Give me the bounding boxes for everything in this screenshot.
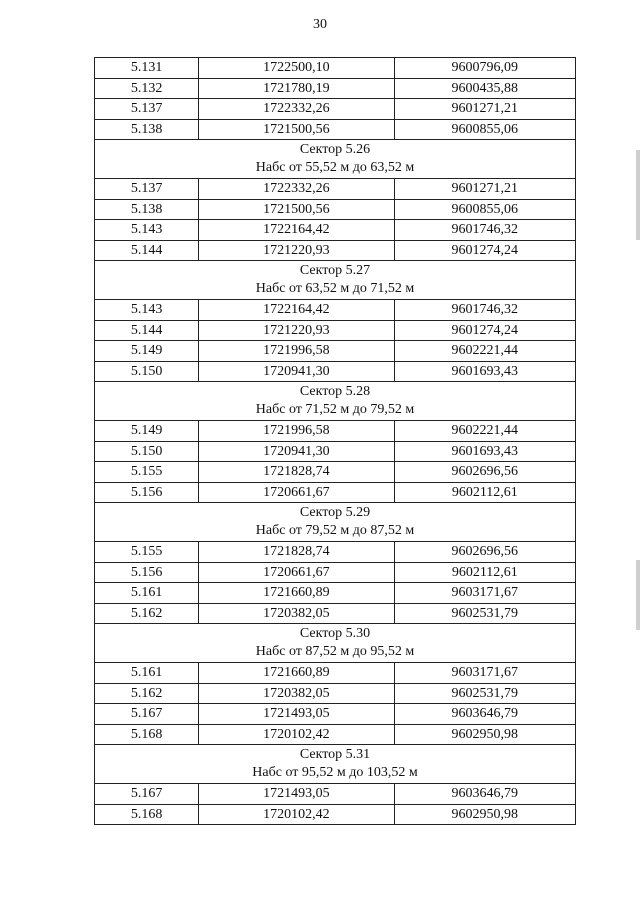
point-id-cell: 5.131 <box>95 58 199 79</box>
table-row <box>95 482 576 503</box>
table-row <box>95 704 576 725</box>
point-id-cell: 5.143 <box>95 220 199 241</box>
sector-title: Сектор 5.29 <box>299 505 371 520</box>
x-coordinate-cell: 1722164,42 <box>199 220 394 241</box>
scan-edge-mark <box>636 150 640 240</box>
x-coordinate-cell: 1720941,30 <box>199 441 394 462</box>
sector-header <box>95 140 576 179</box>
y-coordinate-cell: 9602950,98 <box>394 804 575 825</box>
sector-header-row <box>95 624 576 663</box>
y-coordinate-cell: 9601274,24 <box>394 240 575 261</box>
x-coordinate-cell: 1720941,30 <box>199 361 394 382</box>
point-id-cell: 5.161 <box>95 663 199 684</box>
point-id-cell: 5.149 <box>95 341 199 362</box>
sector-header-row <box>95 261 576 300</box>
x-coordinate-cell: 1721996,58 <box>199 421 394 442</box>
table-row <box>95 542 576 563</box>
y-coordinate-cell: 9601746,32 <box>394 300 575 321</box>
x-coordinate-cell: 1720382,05 <box>199 683 394 704</box>
table-row <box>95 240 576 261</box>
table-row <box>95 179 576 200</box>
y-coordinate-cell: 9603171,67 <box>394 583 575 604</box>
y-coordinate-cell: 9602531,79 <box>394 683 575 704</box>
y-coordinate-cell: 9602531,79 <box>394 603 575 624</box>
x-coordinate-cell: 1721996,58 <box>199 341 394 362</box>
point-id-cell: 5.149 <box>95 421 199 442</box>
point-id-cell: 5.150 <box>95 441 199 462</box>
y-coordinate-cell: 9603171,67 <box>394 663 575 684</box>
y-coordinate-cell: 9601271,21 <box>394 99 575 120</box>
y-coordinate-cell: 9602696,56 <box>394 462 575 483</box>
table-row <box>95 603 576 624</box>
sector-header <box>95 624 576 663</box>
table-row <box>95 320 576 341</box>
sector-elevation-range: Набс от 95,52 м до 103,52 м <box>252 765 418 780</box>
y-coordinate-cell: 9600796,09 <box>394 58 575 79</box>
x-coordinate-cell: 1721493,05 <box>199 784 394 805</box>
sector-header <box>95 745 576 784</box>
x-coordinate-cell: 1721500,56 <box>199 199 394 220</box>
sector-title: Сектор 5.28 <box>299 384 371 399</box>
table-row <box>95 804 576 825</box>
x-coordinate-cell: 1721220,93 <box>199 320 394 341</box>
point-id-cell: 5.143 <box>95 300 199 321</box>
point-id-cell: 5.162 <box>95 603 199 624</box>
coordinates-table-body <box>95 58 576 825</box>
table-row <box>95 300 576 321</box>
x-coordinate-cell: 1721660,89 <box>199 583 394 604</box>
y-coordinate-cell: 9602112,61 <box>394 562 575 583</box>
y-coordinate-cell: 9601693,43 <box>394 361 575 382</box>
x-coordinate-cell: 1720102,42 <box>199 804 394 825</box>
sector-header-row <box>95 745 576 784</box>
x-coordinate-cell: 1720382,05 <box>199 603 394 624</box>
y-coordinate-cell: 9601271,21 <box>394 179 575 200</box>
y-coordinate-cell: 9602696,56 <box>394 542 575 563</box>
x-coordinate-cell: 1721500,56 <box>199 119 394 140</box>
point-id-cell: 5.168 <box>95 804 199 825</box>
y-coordinate-cell: 9601274,24 <box>394 320 575 341</box>
y-coordinate-cell: 9603646,79 <box>394 704 575 725</box>
table-row <box>95 361 576 382</box>
x-coordinate-cell: 1722164,42 <box>199 300 394 321</box>
sector-elevation-range: Набс от 79,52 м до 87,52 м <box>255 523 415 538</box>
y-coordinate-cell: 9601746,32 <box>394 220 575 241</box>
table-row <box>95 58 576 79</box>
y-coordinate-cell: 9600435,88 <box>394 78 575 99</box>
x-coordinate-cell: 1722500,10 <box>199 58 394 79</box>
table-row <box>95 220 576 241</box>
sector-elevation-range: Набс от 87,52 м до 95,52 м <box>255 644 415 659</box>
point-id-cell: 5.137 <box>95 99 199 120</box>
x-coordinate-cell: 1720661,67 <box>199 482 394 503</box>
point-id-cell: 5.155 <box>95 462 199 483</box>
x-coordinate-cell: 1721220,93 <box>199 240 394 261</box>
table-row <box>95 462 576 483</box>
table-row <box>95 341 576 362</box>
point-id-cell: 5.138 <box>95 119 199 140</box>
y-coordinate-cell: 9602950,98 <box>394 724 575 745</box>
point-id-cell: 5.137 <box>95 179 199 200</box>
table-row <box>95 724 576 745</box>
x-coordinate-cell: 1720661,67 <box>199 562 394 583</box>
y-coordinate-cell: 9602221,44 <box>394 421 575 442</box>
sector-header-row <box>95 503 576 542</box>
point-id-cell: 5.168 <box>95 724 199 745</box>
y-coordinate-cell: 9602112,61 <box>394 482 575 503</box>
x-coordinate-cell: 1721780,19 <box>199 78 394 99</box>
point-id-cell: 5.132 <box>95 78 199 99</box>
table-row <box>95 683 576 704</box>
table-row <box>95 663 576 684</box>
coordinates-table <box>94 57 576 825</box>
point-id-cell: 5.162 <box>95 683 199 704</box>
y-coordinate-cell: 9600855,06 <box>394 119 575 140</box>
point-id-cell: 5.138 <box>95 199 199 220</box>
table-row <box>95 562 576 583</box>
y-coordinate-cell: 9600855,06 <box>394 199 575 220</box>
sector-header <box>95 382 576 421</box>
sector-title: Сектор 5.31 <box>299 747 371 762</box>
table-row <box>95 583 576 604</box>
y-coordinate-cell: 9602221,44 <box>394 341 575 362</box>
sector-title: Сектор 5.30 <box>299 626 371 641</box>
x-coordinate-cell: 1721828,74 <box>199 462 394 483</box>
sector-elevation-range: Набс от 71,52 м до 79,52 м <box>255 402 415 417</box>
point-id-cell: 5.161 <box>95 583 199 604</box>
table-row <box>95 441 576 462</box>
point-id-cell: 5.155 <box>95 542 199 563</box>
page-number: 30 <box>313 17 327 32</box>
table-row <box>95 119 576 140</box>
y-coordinate-cell: 9603646,79 <box>394 784 575 805</box>
x-coordinate-cell: 1720102,42 <box>199 724 394 745</box>
table-row <box>95 78 576 99</box>
point-id-cell: 5.167 <box>95 704 199 725</box>
x-coordinate-cell: 1722332,26 <box>199 99 394 120</box>
y-coordinate-cell: 9601693,43 <box>394 441 575 462</box>
x-coordinate-cell: 1721493,05 <box>199 704 394 725</box>
point-id-cell: 5.144 <box>95 240 199 261</box>
scan-edge-mark <box>636 560 640 630</box>
sector-title: Сектор 5.27 <box>299 263 371 278</box>
x-coordinate-cell: 1721828,74 <box>199 542 394 563</box>
sector-title: Сектор 5.26 <box>299 142 371 157</box>
sector-header-row <box>95 140 576 179</box>
point-id-cell: 5.150 <box>95 361 199 382</box>
table-row <box>95 199 576 220</box>
sector-header <box>95 503 576 542</box>
sector-elevation-range: Набс от 63,52 м до 71,52 м <box>255 281 415 296</box>
point-id-cell: 5.167 <box>95 784 199 805</box>
point-id-cell: 5.156 <box>95 482 199 503</box>
table-row <box>95 421 576 442</box>
sector-elevation-range: Набс от 55,52 м до 63,52 м <box>255 160 415 175</box>
sector-header-row <box>95 382 576 421</box>
point-id-cell: 5.144 <box>95 320 199 341</box>
table-row <box>95 99 576 120</box>
table-row <box>95 784 576 805</box>
sector-header <box>95 261 576 300</box>
x-coordinate-cell: 1721660,89 <box>199 663 394 684</box>
point-id-cell: 5.156 <box>95 562 199 583</box>
x-coordinate-cell: 1722332,26 <box>199 179 394 200</box>
